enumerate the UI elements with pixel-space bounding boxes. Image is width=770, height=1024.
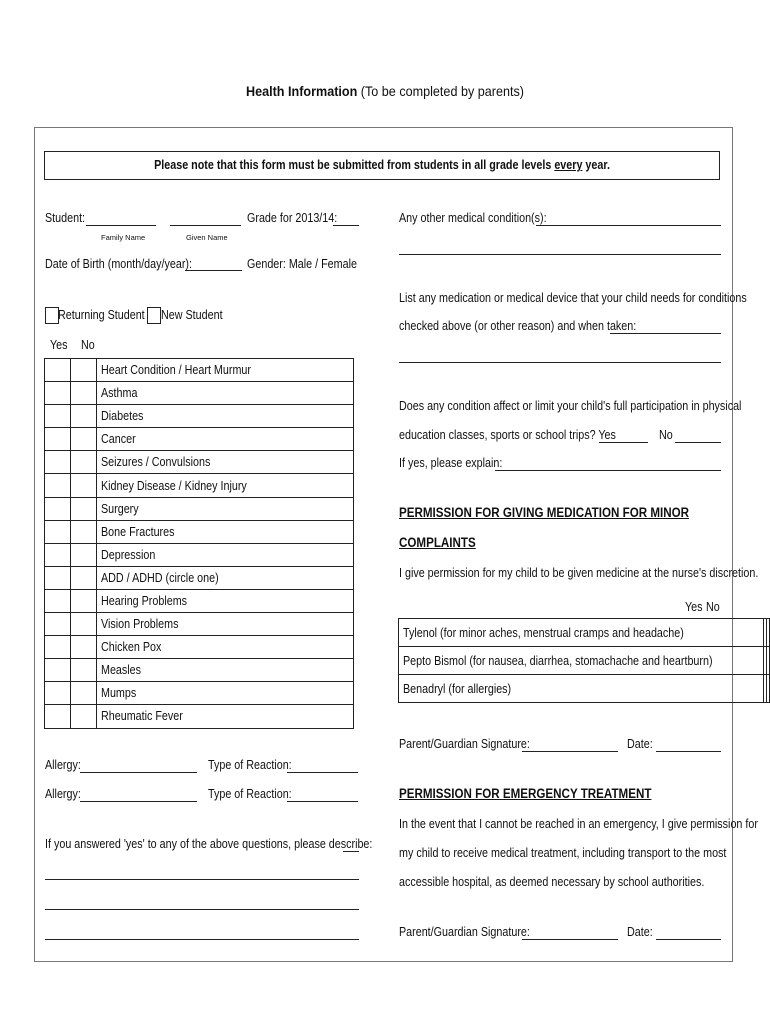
condition-no-cell[interactable]	[71, 682, 97, 705]
condition-yes-cell[interactable]	[45, 359, 71, 382]
condition-no-cell[interactable]	[71, 382, 97, 405]
grade-label: Grade for 2013/14:	[247, 211, 338, 225]
signature-label-1: Parent/Guardian Signature:	[399, 737, 530, 751]
condition-row	[45, 382, 354, 405]
signature-label-2: Parent/Guardian Signature:	[399, 925, 530, 939]
new-student-checkbox[interactable]	[147, 307, 161, 324]
date-label-1: Date:	[627, 737, 653, 751]
condition-row	[45, 451, 354, 474]
condition-no-cell[interactable]	[71, 520, 97, 543]
condition-yes-cell[interactable]	[45, 405, 71, 428]
condition-yes-cell[interactable]	[45, 659, 71, 682]
signature-field-2[interactable]	[522, 939, 618, 940]
medicine-no-cell[interactable]	[766, 647, 769, 675]
conditions-table	[44, 358, 354, 729]
condition-no-cell[interactable]	[71, 589, 97, 612]
condition-label: Cancer	[101, 432, 136, 447]
limit-no-field[interactable]	[675, 442, 721, 443]
describe-field-1[interactable]	[343, 851, 359, 852]
medicine-no-header: No	[706, 600, 720, 614]
condition-yes-cell[interactable]	[45, 474, 71, 497]
emergency-text-line2: my child to receive medical treatment, including transport to the most	[399, 846, 727, 860]
date-field-1[interactable]	[656, 751, 721, 752]
condition-label: Hearing Problems	[101, 593, 188, 608]
condition-row	[45, 566, 354, 589]
limit-no-label: No	[659, 428, 673, 442]
condition-yes-cell[interactable]	[45, 520, 71, 543]
condition-yes-cell[interactable]	[45, 451, 71, 474]
condition-label: Depression	[101, 547, 156, 562]
condition-row	[45, 543, 354, 566]
condition-no-cell[interactable]	[71, 451, 97, 474]
condition-label: Seizures / Convulsions	[101, 455, 211, 470]
limit-text-line1: Does any condition affect or limit your child's full participation in physical	[399, 399, 742, 413]
notice-text-before: Please note that this form must be submitted from students in all grade levels	[154, 158, 555, 172]
condition-label: Diabetes	[101, 409, 144, 424]
condition-label: Kidney Disease / Kidney Injury	[101, 478, 247, 493]
reaction-label-2: Type of Reaction:	[208, 787, 292, 801]
condition-row	[45, 359, 354, 382]
condition-label: ADD / ADHD (circle one)	[101, 570, 219, 585]
title-subtitle: (To be completed by parents)	[360, 83, 524, 99]
date-label-2: Date:	[627, 925, 653, 939]
page-title	[39, 83, 732, 99]
condition-row	[45, 682, 354, 705]
condition-no-cell[interactable]	[71, 497, 97, 520]
describe-field-2[interactable]	[45, 879, 359, 880]
other-conditions-field-2[interactable]	[399, 254, 721, 255]
medicine-row	[399, 675, 770, 703]
permission-medication-text: I give permission for my child to be given medicine at the nurse's discretion.	[399, 566, 759, 580]
given-name-caption: Given Name	[186, 233, 228, 242]
condition-row	[45, 520, 354, 543]
medication-text-line2: checked above (or other reason) and when taken:	[399, 319, 637, 333]
yes-column-header: Yes	[50, 338, 68, 352]
condition-label: Mumps	[101, 686, 137, 701]
condition-yes-cell[interactable]	[45, 382, 71, 405]
condition-no-cell[interactable]	[71, 474, 97, 497]
medicine-table	[398, 618, 770, 703]
permission-emergency-heading: PERMISSION FOR EMERGENCY TREATMENT	[399, 786, 652, 801]
date-field-2[interactable]	[656, 939, 721, 940]
returning-student-label: Returning Student	[58, 308, 145, 322]
dob-field[interactable]	[185, 270, 242, 271]
condition-yes-cell[interactable]	[45, 682, 71, 705]
condition-yes-cell[interactable]	[45, 705, 71, 728]
condition-yes-cell[interactable]	[45, 497, 71, 520]
condition-row	[45, 428, 354, 451]
medicine-row	[399, 647, 770, 675]
condition-label: Rheumatic Fever	[101, 709, 183, 724]
medicine-yes-header: Yes	[685, 600, 703, 614]
medication-field-1[interactable]	[610, 333, 721, 334]
family-name-caption: Family Name	[101, 233, 146, 242]
limit-yes-field[interactable]	[599, 442, 648, 443]
condition-row	[45, 589, 354, 612]
signature-field-1[interactable]	[522, 751, 618, 752]
condition-yes-cell[interactable]	[45, 613, 71, 636]
condition-no-cell[interactable]	[71, 543, 97, 566]
notice-text-after: year.	[582, 158, 610, 172]
condition-label: Bone Fractures	[101, 524, 175, 539]
limit-text-line2: education classes, sports or school trips? Yes	[399, 428, 616, 442]
other-conditions-label: Any other medical condition(s):	[399, 211, 547, 225]
condition-yes-cell[interactable]	[45, 543, 71, 566]
emergency-text-line3: accessible hospital, as deemed necessary by school authorities.	[399, 875, 705, 889]
reaction-field-1[interactable]	[287, 772, 358, 773]
permission-medication-heading-2: COMPLAINTS	[399, 535, 476, 550]
emergency-text-line1: In the event that I cannot be reached in an emergency, I give permission for	[399, 817, 758, 831]
returning-student-checkbox[interactable]	[45, 307, 59, 324]
medicine-label: Pepto Bismol (for nausea, diarrhea, stomachache and heartburn)	[403, 653, 713, 668]
condition-yes-cell[interactable]	[45, 636, 71, 659]
permission-medication-heading-1: PERMISSION FOR GIVING MEDICATION FOR MINOR	[399, 505, 690, 520]
condition-row	[45, 405, 354, 428]
condition-label: Surgery	[101, 501, 139, 516]
given-name-field[interactable]	[170, 225, 241, 226]
medicine-label: Benadryl (for allergies)	[403, 681, 512, 696]
reaction-label-1: Type of Reaction:	[208, 758, 292, 772]
condition-no-cell[interactable]	[71, 566, 97, 589]
condition-no-cell[interactable]	[71, 613, 97, 636]
condition-no-cell[interactable]	[71, 659, 97, 682]
condition-no-cell[interactable]	[71, 405, 97, 428]
medicine-no-cell[interactable]	[766, 619, 769, 647]
reaction-field-2[interactable]	[287, 801, 358, 802]
medicine-row	[399, 619, 770, 647]
condition-label: Heart Condition / Heart Murmur	[101, 363, 251, 378]
allergy-label-1: Allergy:	[45, 758, 81, 772]
condition-no-cell[interactable]	[71, 705, 97, 728]
allergy-field-2[interactable]	[80, 801, 197, 802]
notice-box	[44, 151, 720, 180]
medicine-label: Tylenol (for minor aches, menstrual cramps and headache)	[403, 625, 684, 640]
condition-yes-cell[interactable]	[45, 589, 71, 612]
gender-label: Gender: Male / Female	[247, 257, 357, 271]
describe-label: If you answered 'yes' to any of the above questions, please describe:	[45, 837, 373, 851]
condition-label: Measles	[101, 663, 142, 678]
condition-no-cell[interactable]	[71, 636, 97, 659]
condition-yes-cell[interactable]	[45, 428, 71, 451]
allergy-label-2: Allergy:	[45, 787, 81, 801]
condition-row	[45, 474, 354, 497]
condition-yes-cell[interactable]	[45, 566, 71, 589]
condition-row	[45, 613, 354, 636]
condition-no-cell[interactable]	[71, 428, 97, 451]
condition-no-cell[interactable]	[71, 359, 97, 382]
condition-row	[45, 497, 354, 520]
condition-label: Asthma	[101, 386, 138, 401]
other-conditions-field-1[interactable]	[536, 225, 721, 226]
explain-field[interactable]	[495, 470, 721, 471]
explain-label: If yes, please explain:	[399, 456, 503, 470]
condition-row	[45, 636, 354, 659]
grade-field[interactable]	[333, 225, 359, 226]
allergy-field-1[interactable]	[80, 772, 197, 773]
title-bold: Health Information	[245, 83, 358, 99]
describe-field-3[interactable]	[45, 909, 359, 910]
condition-label: Vision Problems	[101, 617, 179, 632]
family-name-field[interactable]	[86, 225, 156, 226]
describe-field-4[interactable]	[45, 939, 359, 940]
medication-field-2[interactable]	[399, 362, 721, 363]
condition-label: Chicken Pox	[101, 640, 162, 655]
condition-row	[45, 705, 354, 728]
new-student-label: New Student	[161, 308, 223, 322]
condition-row	[45, 659, 354, 682]
no-column-header: No	[81, 338, 95, 352]
dob-label: Date of Birth (month/day/year):	[45, 257, 192, 271]
student-label: Student:	[45, 211, 86, 225]
medicine-no-cell[interactable]	[766, 675, 769, 703]
notice-text-underlined: every	[554, 158, 583, 172]
medication-text-line1: List any medication or medical device that your child needs for conditions	[399, 291, 747, 305]
